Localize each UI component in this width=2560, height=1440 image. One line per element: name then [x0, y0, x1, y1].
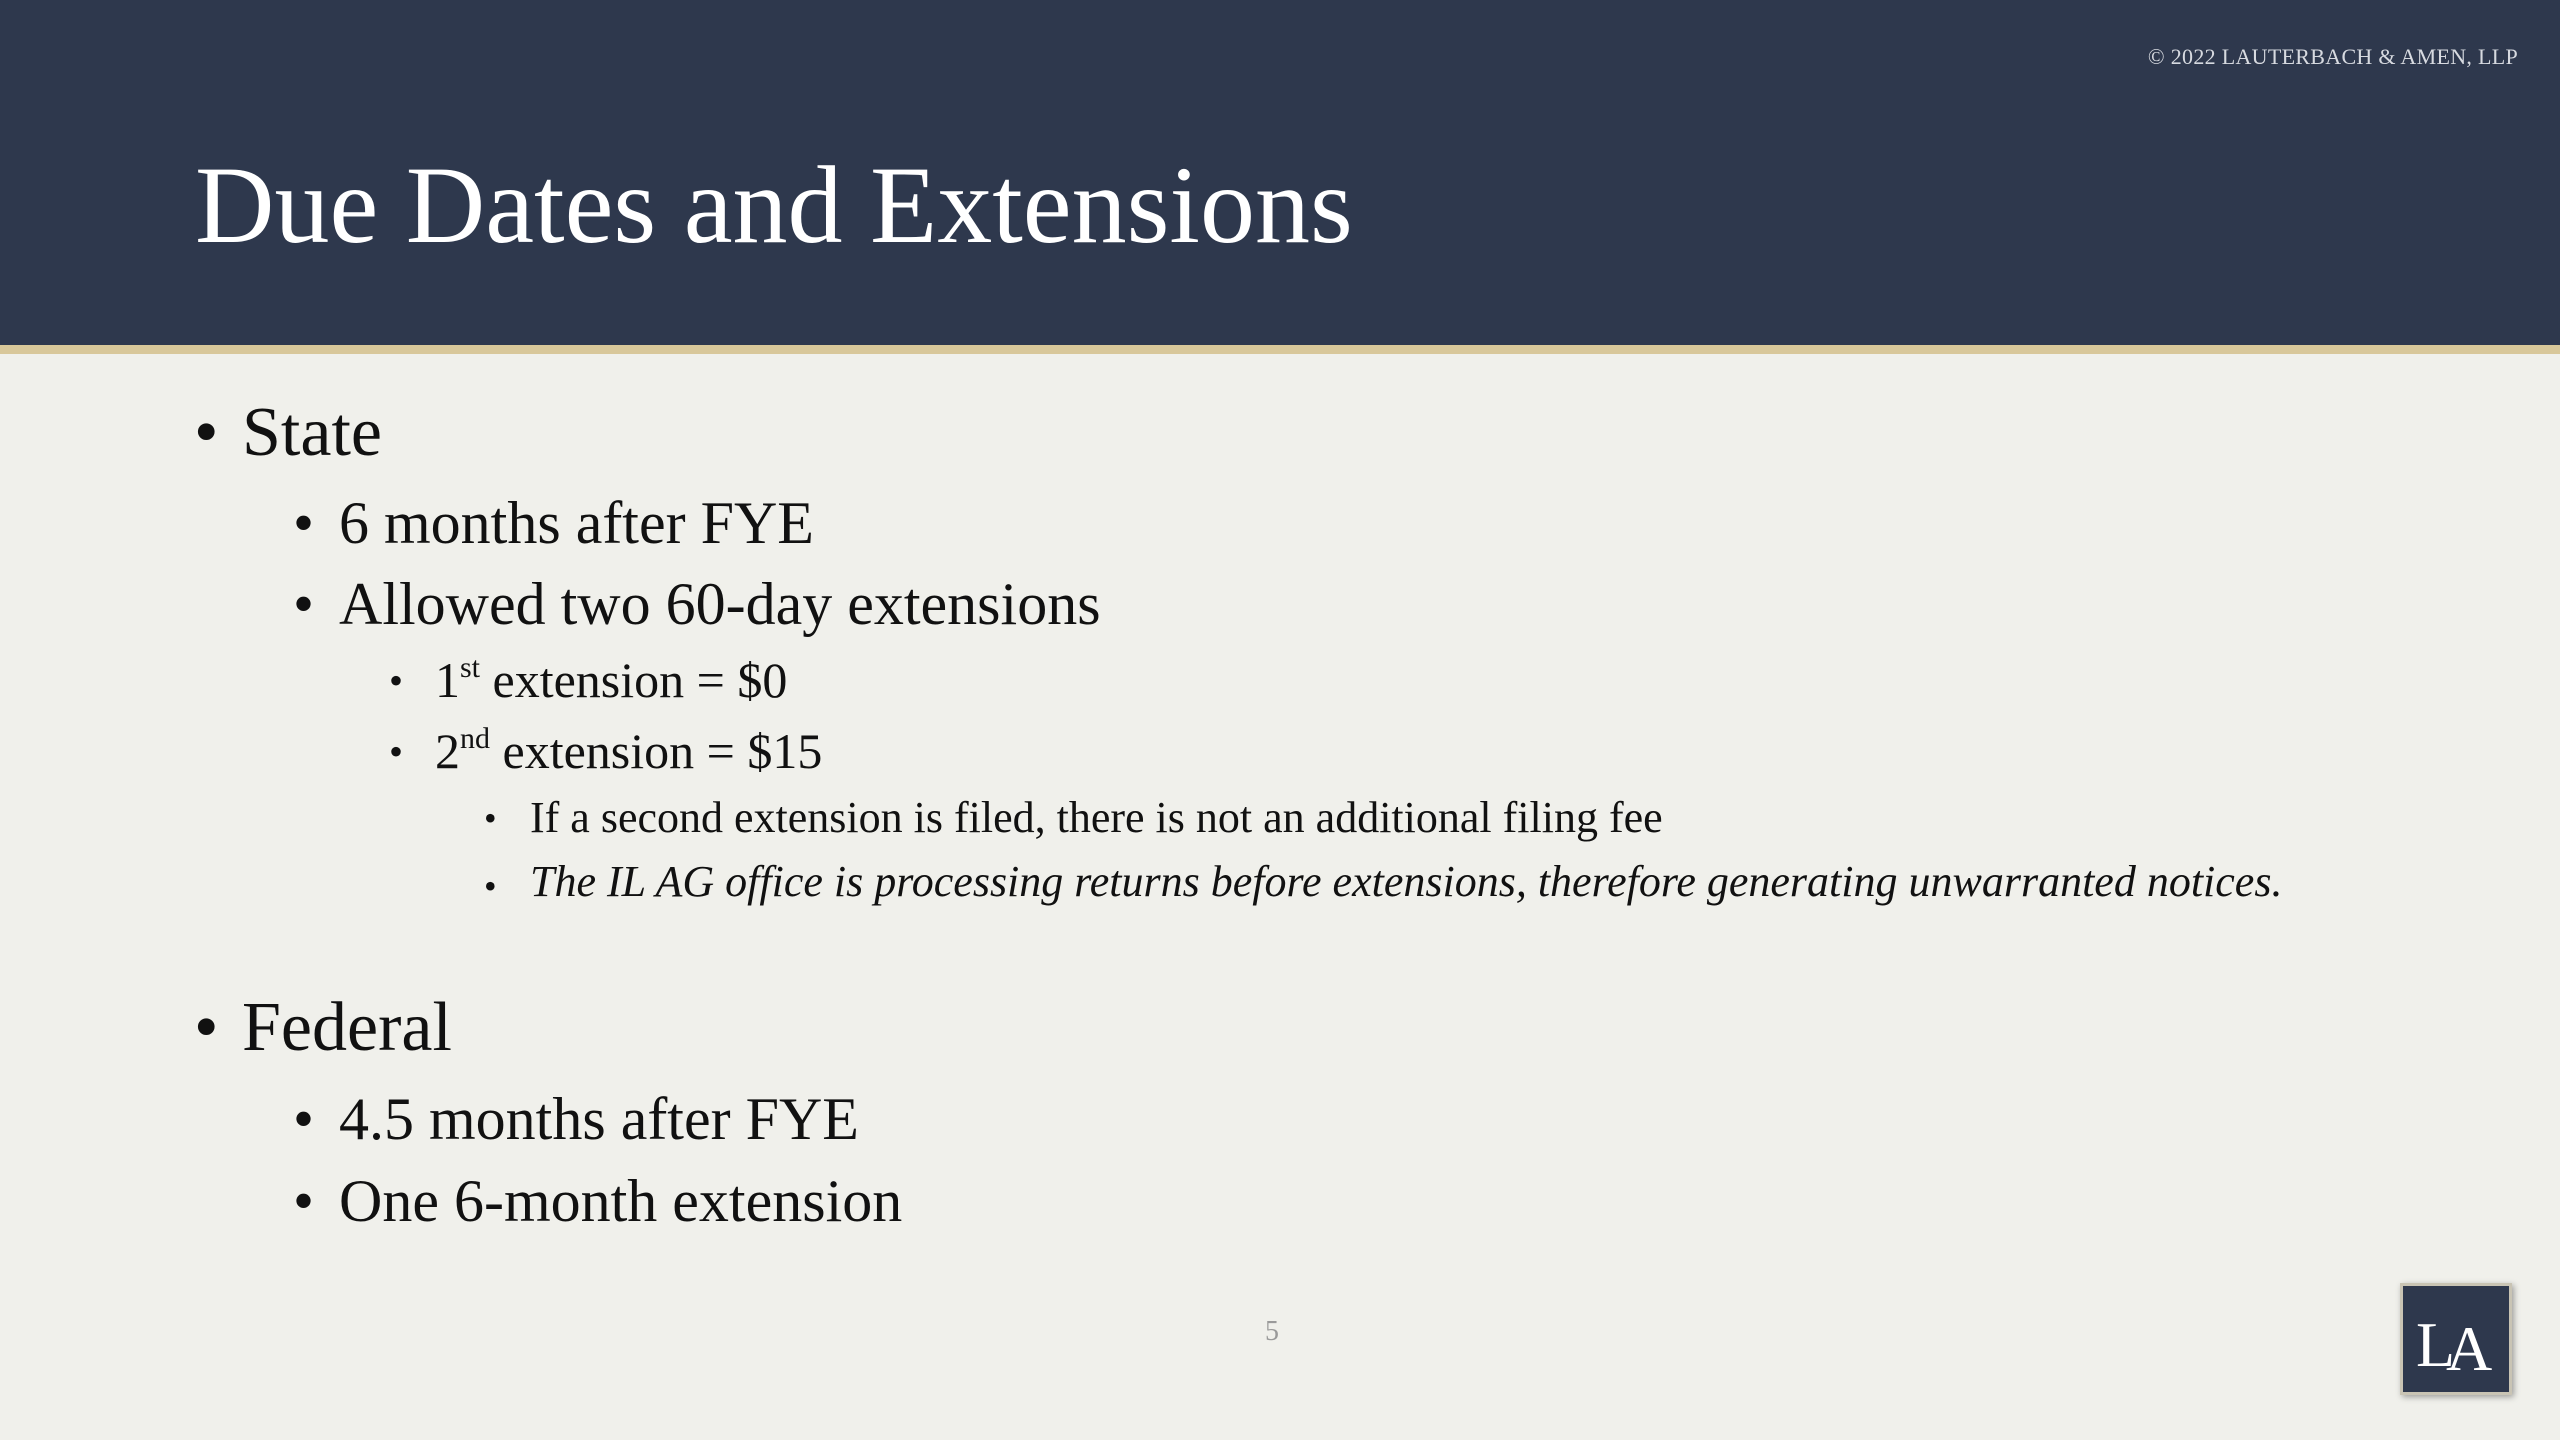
bullet-dot: • [389, 729, 404, 774]
logo-letter-a: A [2446, 1313, 2493, 1384]
bullet-dot: • [484, 866, 497, 906]
bullet-state [194, 394, 382, 471]
ordinal-number: 1 [435, 652, 460, 708]
bullet-text: Federal [242, 989, 452, 1066]
bullet-text: Allowed two 60-day extensions [339, 571, 1101, 637]
ordinal-suffix: st [460, 651, 481, 685]
bullet-text: One 6-month extension [339, 1168, 903, 1234]
logo-graphic [2403, 1286, 2509, 1392]
slide-title: Due Dates and Extensions [195, 144, 1353, 266]
bullet-text: 6 months after FYE [339, 490, 814, 556]
bullet-text: 4.5 months after FYE [339, 1086, 859, 1152]
bullet-text: State [242, 394, 382, 471]
bullet-state-extensions [293, 571, 1101, 637]
bullet-text: If a second extension is filed, there is not an additional filing fee [530, 793, 1663, 842]
bullet-text: The IL AG office is processing returns before extensions, therefore generating unwarranted notices. [530, 857, 2283, 906]
bullet-federal-extension [293, 1168, 903, 1234]
bullet-il-ag-note [484, 856, 2330, 908]
bullet-dot: • [293, 490, 315, 556]
bullet-state-deadline [293, 490, 814, 556]
bullet-federal-deadline [293, 1086, 859, 1152]
bullet-second-extension [389, 722, 823, 779]
bullet-dot: • [484, 798, 497, 838]
copyright-notice: © 2022 LAUTERBACH & AMEN, LLP [2147, 44, 2518, 69]
logo-letter-l: L [2416, 1309, 2456, 1380]
ordinal-suffix: nd [460, 722, 490, 756]
bullet-text: extension = $15 [490, 723, 823, 779]
bullet-text: extension = $0 [480, 652, 788, 708]
ordinal-number: 2 [435, 723, 460, 779]
bullet-dot: • [194, 394, 219, 471]
bullet-first-extension [389, 651, 788, 708]
la-monogram-logo-icon [2400, 1283, 2512, 1395]
bullet-dot: • [389, 658, 404, 703]
bullet-no-additional-fee [484, 793, 1663, 842]
bullet-dot: • [293, 1086, 315, 1152]
bullet-dot: • [293, 1168, 315, 1234]
bullet-federal [194, 989, 452, 1066]
bullet-dot: • [293, 571, 315, 637]
page-number: 5 [1265, 1316, 1279, 1347]
bullet-dot: • [194, 989, 219, 1066]
